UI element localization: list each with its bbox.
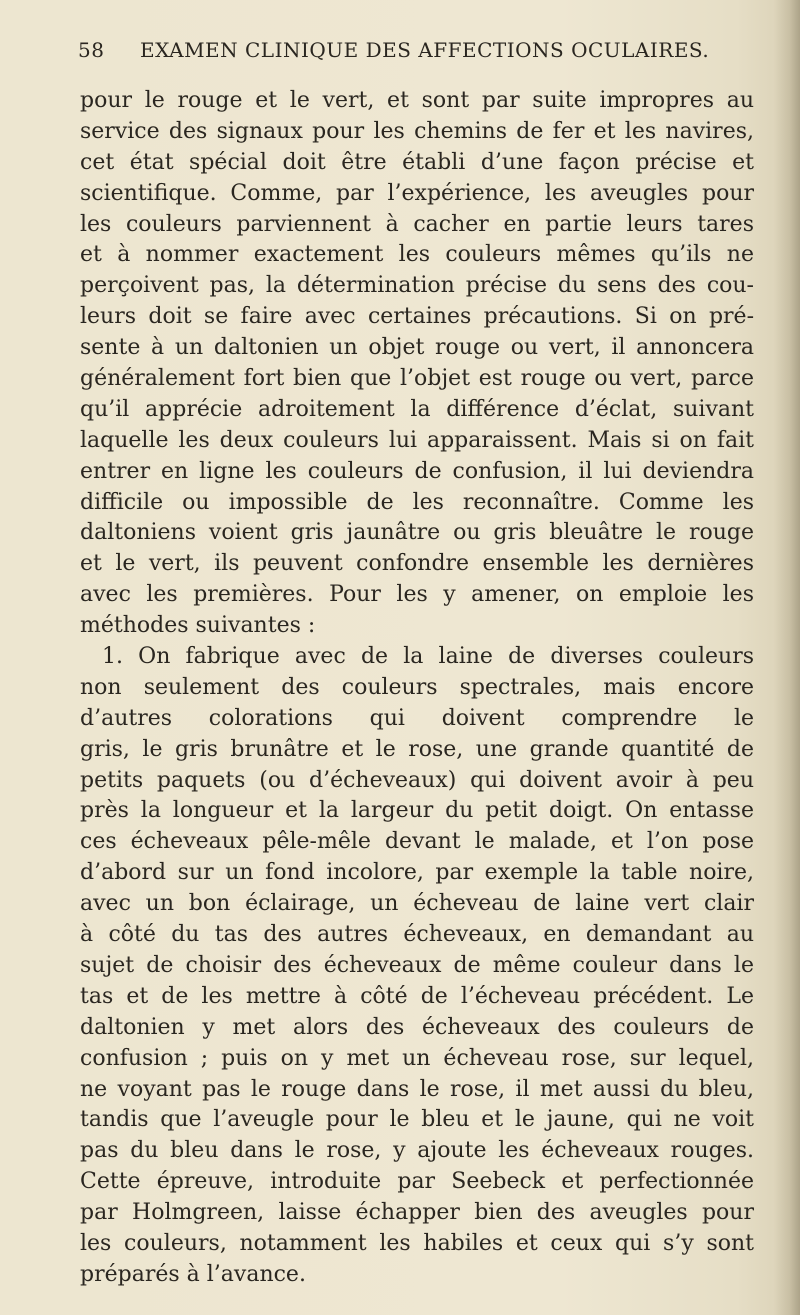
text-line: à côté du tas des autres écheveaux, en demandant au (80, 922, 754, 948)
text-line: les couleurs parviennent à cacher en partie leurs tares (80, 211, 754, 237)
text-line: petits paquets (ou d’écheveaux) qui doivent avoir à peu (80, 767, 754, 793)
running-header (78, 38, 718, 68)
text-line: service des signaux pour les chemins de fer et les navires, (80, 118, 754, 144)
running-title: EXAMEN CLINIQUE DES AFFECTIONS OCULAIRES. (140, 38, 710, 62)
text-line: qu’il apprécie adroitement la différence d’éclat, suivant (80, 396, 754, 422)
page-edge-shadow (774, 0, 800, 1315)
text-line: d’abord sur un fond incolore, par exemple la table noire, (80, 860, 754, 886)
text-line: méthodes suivantes : (80, 613, 316, 639)
text-line: ne voyant pas le rouge dans le rose, il met aussi du bleu, (80, 1076, 754, 1102)
text-line: 1. On fabrique avec de la laine de diverses couleurs (102, 644, 754, 670)
text-line: tandis que l’aveugle pour le bleu et le jaune, qui ne voit (80, 1107, 754, 1133)
text-line: difficile ou impossible de les reconnaître. Comme les (80, 489, 754, 515)
text-line: d’autres colorations qui doivent comprendre le (80, 705, 754, 731)
text-line: pour le rouge et le vert, et sont par suite impropres au (80, 88, 754, 113)
text-line: confusion ; puis on y met un écheveau rose, sur lequel, (80, 1045, 754, 1071)
text-line: sujet de choisir des écheveaux de même couleur dans le (80, 952, 754, 978)
text-line: non seulement des couleurs spectrales, mais encore (80, 674, 754, 700)
body-text (80, 86, 754, 1291)
text-line: près la longueur et la largeur du petit doigt. On entasse (80, 798, 754, 824)
text-line: scientifique. Comme, par l’expérience, les aveugles pour (80, 180, 754, 206)
text-line: avec les premières. Pour les y amener, on emploie les (80, 582, 754, 608)
text-line: daltoniens voient gris jaunâtre ou gris bleuâtre le rouge (80, 520, 754, 546)
text-line: par Holmgreen, laisse échapper bien des aveugles pour (80, 1200, 754, 1226)
text-line: pas du bleu dans le rose, y ajoute les écheveaux rouges. (80, 1138, 754, 1164)
text-line: les couleurs, notamment les habiles et ceux qui s’y sont (80, 1230, 754, 1256)
text-line: perçoivent pas, la détermination précise du sens des cou- (80, 273, 754, 299)
text-line: daltonien y met alors des écheveaux des couleurs de (80, 1014, 754, 1040)
text-line: et le vert, ils peuvent confondre ensemble les dernières (80, 551, 754, 577)
text-line: tas et de les mettre à côté de l’écheveau précédent. Le (80, 983, 754, 1009)
text-line: sente à un daltonien un objet rouge ou vert, il annoncera (80, 335, 754, 361)
text-line: ces écheveaux pêle-mêle devant le malade, et l’on pose (80, 829, 754, 855)
text-line: avec un bon éclairage, un écheveau de laine vert clair (80, 891, 754, 917)
page-number: 58 (78, 38, 105, 62)
text-line: préparés à l’avance. (80, 1261, 306, 1287)
text-line: généralement fort bien que l’objet est rouge ou vert, parce (80, 366, 754, 392)
text-line: gris, le gris brunâtre et le rose, une grande quantité de (80, 736, 754, 762)
text-line: Cette épreuve, introduite par Seebeck et perfectionnée (80, 1169, 754, 1195)
text-line: laquelle les deux couleurs lui apparaissent. Mais si on fait (80, 427, 754, 453)
text-line: et à nommer exactement les couleurs mêmes qu’ils ne (80, 242, 754, 268)
text-line: leurs doit se faire avec certaines précautions. Si on pré- (80, 304, 754, 330)
text-line: entrer en ligne les couleurs de confusion, il lui deviendra (80, 458, 754, 484)
text-line: cet état spécial doit être établi d’une façon précise et (80, 149, 754, 175)
